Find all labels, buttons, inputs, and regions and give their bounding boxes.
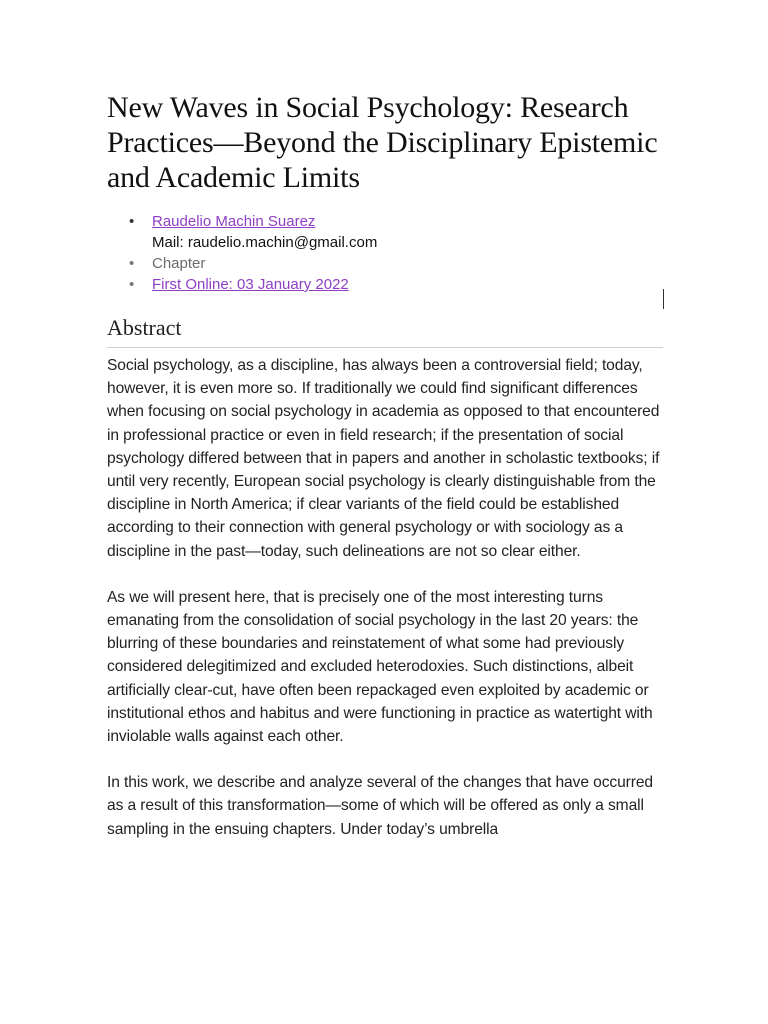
metadata-list	[107, 211, 663, 295]
document-title: New Waves in Social Psychology: Research Practices—Beyond the Disciplinary Epistemic and Academic Limits	[107, 91, 658, 194]
abstract-heading: Abstract	[107, 315, 663, 348]
document-page	[107, 90, 663, 841]
abstract-paragraph-1: Social psychology, as a discipline, has always been a controversial field; today, however, it is even more so. If traditionally we could find significant differences when focusing on social psychology in academia as opposed to that encountered in professional practice or even in field research; if the presentation of social psychology differed between that in papers and another in scholastic textbooks; if until very recently, European social psychology is clearly distinguishable from the discipline in North America; if clear variants of the field could be established according to their connection with general psychology or with sociology as a discipline in the past—today, such delineations are not so clear either.	[107, 357, 660, 560]
author-link[interactable]: Raudelio Machin Suarez	[152, 213, 316, 230]
bullet-icon: •	[129, 276, 135, 293]
bullet-icon: •	[129, 255, 135, 272]
author-mail: Mail: raudelio.machin@gmail.com	[152, 234, 378, 251]
content-type-label: Chapter	[152, 255, 206, 272]
abstract-paragraph-3: In this work, we describe and analyze several of the changes that have occurred as a result of this transformation—some of which will be offered as only a small sampling in the ensuing chapters. Under today’s umbrella	[107, 774, 653, 838]
meta-item-author	[107, 211, 663, 253]
bullet-icon: •	[129, 213, 135, 230]
meta-item-type	[107, 253, 663, 274]
abstract-paragraph-2: As we will present here, that is precisely one of the most interesting turns emanating from the consolidation of social psychology in the last 20 years: the blurring of these boundaries and reinstatement of what some had previously considered delegitimized and excluded heterodoxies. Such distinctions, albeit artificially clear-cut, have often been repackaged even exploited by academic or institutional ethos and habitus and were functioning in practice as watertight with inviolable walls against each other.	[107, 588, 653, 746]
first-online-link[interactable]: First Online: 03 January 2022	[152, 276, 349, 293]
text-cursor	[663, 289, 664, 309]
meta-item-first-online	[107, 274, 663, 295]
